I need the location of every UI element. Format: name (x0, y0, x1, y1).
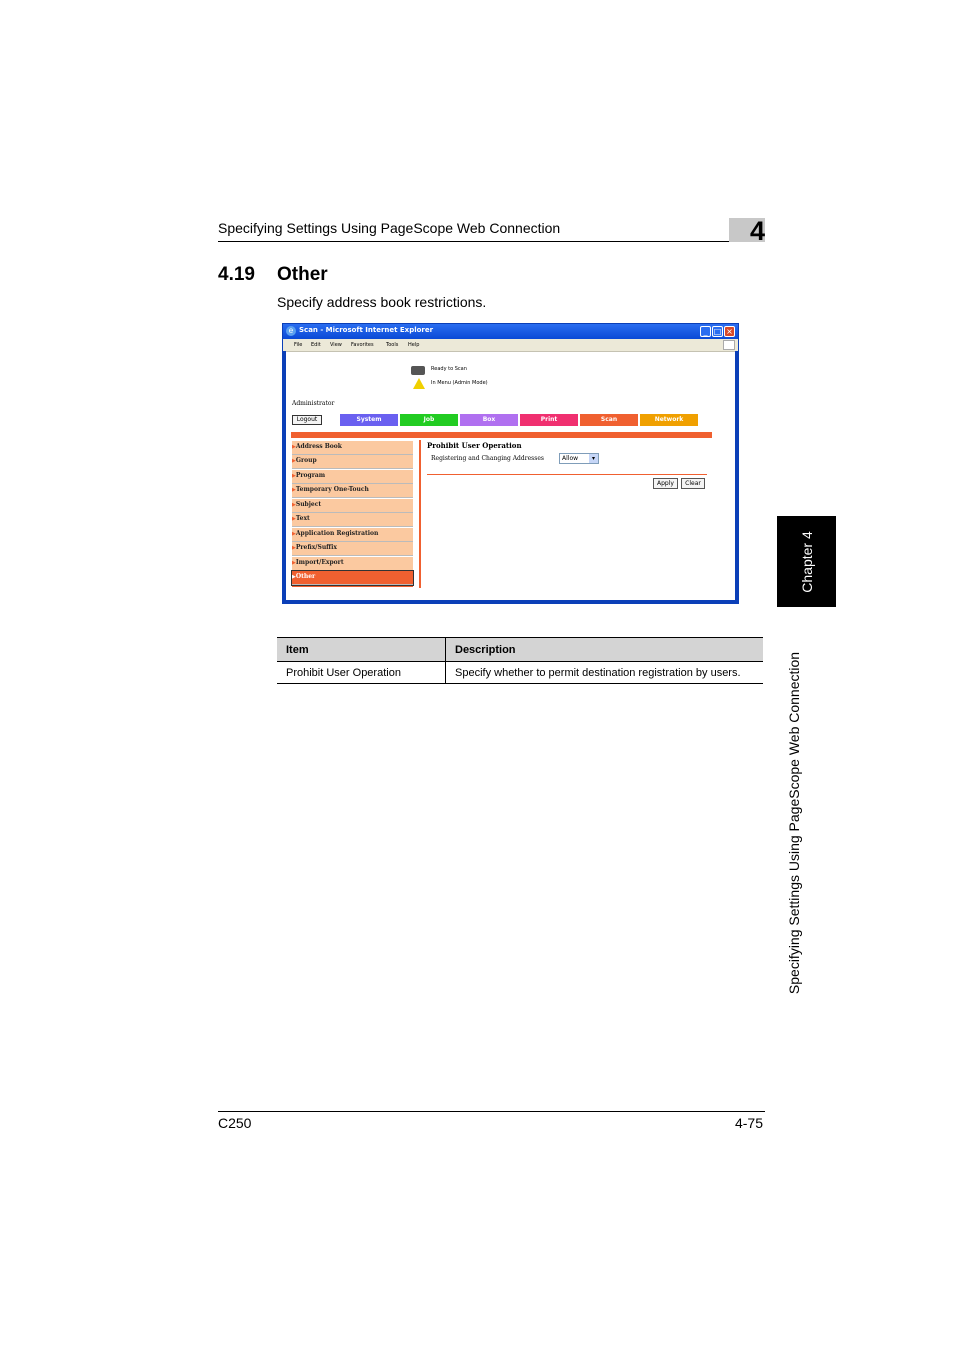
nav-divider (419, 440, 421, 588)
nav-item-temporary-one-touch[interactable] (292, 484, 413, 498)
section-title: Other (277, 264, 328, 285)
menu-favorites[interactable]: Favorites (351, 342, 374, 348)
tab-scan[interactable]: Scan (580, 414, 638, 426)
footer-page-number: 4-75 (734, 1115, 763, 1131)
footer-rule (218, 1111, 765, 1112)
nav-item-application-registration[interactable] (292, 528, 413, 542)
nav-item-address-book[interactable] (292, 441, 413, 455)
side-tab-long-label (777, 620, 811, 1025)
user-label: Administrator (292, 400, 335, 407)
menu-tools[interactable]: Tools (386, 342, 399, 348)
menu-edit[interactable]: Edit (311, 342, 321, 348)
nav-item-label: Program (295, 472, 326, 479)
nav-bottom-rule (292, 586, 413, 587)
tab-system[interactable]: System (340, 414, 398, 426)
field-label: Registering and Changing Addresses (431, 455, 544, 462)
registration-select[interactable] (559, 453, 599, 464)
nav-item-label: Application Registration (295, 530, 379, 537)
arrow-right-icon: ▶ (292, 502, 296, 508)
nav-item-subject[interactable] (292, 499, 413, 513)
footer-model: C250 (218, 1115, 252, 1131)
printer-icon (411, 366, 425, 375)
table-cell-description: Specify whether to permit destination registration by users. (446, 662, 764, 684)
window-frame-left (283, 351, 286, 604)
status-ready: Ready to Scan (431, 366, 467, 372)
nav-item-other[interactable] (292, 571, 413, 585)
side-tab-long-text: Specifying Settings Using PageScope Web Connection (786, 651, 802, 994)
tab-print[interactable]: Print (520, 414, 578, 426)
menu-view[interactable]: View (330, 342, 342, 348)
menu-help[interactable]: Help (408, 342, 420, 348)
select-value: Allow (562, 455, 579, 462)
panel-rule (427, 474, 707, 475)
arrow-right-icon: ▶ (292, 458, 296, 464)
section-heading (218, 264, 328, 286)
arrow-right-icon: ▶ (292, 444, 296, 450)
arrow-right-icon: ▶ (292, 473, 296, 479)
nav-item-prefix-suffix[interactable] (292, 542, 413, 556)
tab-network[interactable]: Network (640, 414, 698, 426)
warning-icon (413, 378, 425, 389)
logout-button[interactable]: Logout (292, 415, 322, 425)
window-titlebar (283, 324, 738, 339)
section-intro: Specify address book restrictions. (277, 294, 487, 310)
nav-item-label: Prefix/Suffix (295, 544, 337, 551)
window-frame-bottom (283, 600, 738, 603)
arrow-right-icon: ▶ (292, 516, 296, 522)
nav-item-label: Text (295, 515, 310, 522)
window-title: Scan - Microsoft Internet Explorer (299, 326, 434, 334)
arrow-right-icon: ▶ (292, 560, 296, 566)
table-cell-item: Prohibit User Operation (277, 662, 446, 684)
table-header-description: Description (446, 638, 764, 662)
table-row (277, 662, 763, 684)
nav-item-program[interactable] (292, 470, 413, 484)
panel-title: Prohibit User Operation (427, 441, 522, 450)
section-number: 4.19 (218, 264, 255, 285)
nav-item-text[interactable] (292, 513, 413, 527)
side-tab-chapter-text: Chapter 4 (798, 530, 815, 593)
description-table (277, 637, 763, 684)
side-tab-chapter-label (777, 516, 836, 607)
nav-item-label: Other (295, 573, 316, 580)
nav-item-group[interactable] (292, 455, 413, 469)
table-header-row (277, 638, 763, 662)
ie-icon: e (286, 326, 296, 336)
arrow-right-icon: ▶ (292, 574, 296, 580)
maximize-icon[interactable]: □ (713, 327, 722, 336)
arrow-right-icon: ▶ (292, 531, 296, 537)
nav-item-label: Address Book (295, 443, 342, 450)
close-icon[interactable]: × (724, 326, 735, 337)
arrow-right-icon: ▶ (292, 487, 296, 493)
menu-file[interactable]: File (294, 342, 303, 348)
header-rule (218, 241, 765, 242)
nav-item-import-export[interactable] (292, 557, 413, 571)
minimize-icon[interactable]: _ (700, 326, 711, 337)
apply-button[interactable]: Apply (653, 478, 678, 489)
browser-screenshot (282, 323, 739, 604)
section-bar (291, 432, 712, 438)
menu-bar (283, 339, 738, 352)
running-header-title: Specifying Settings Using PageScope Web Connection (218, 220, 561, 236)
nav-item-label: Group (295, 457, 317, 464)
arrow-right-icon: ▶ (292, 545, 296, 551)
chevron-down-icon: ▾ (589, 454, 598, 463)
window-frame-right (735, 351, 738, 604)
clear-button[interactable]: Clear (681, 478, 705, 489)
chapter-number: 4 (749, 216, 765, 246)
tab-job[interactable]: Job (400, 414, 458, 426)
nav-item-label: Import/Export (295, 559, 344, 566)
windows-logo-icon (723, 340, 735, 350)
nav-item-label: Temporary One-Touch (295, 486, 369, 493)
status-mode: In Menu (Admin Mode) (431, 380, 488, 386)
nav-item-label: Subject (295, 501, 322, 508)
table-header-item: Item (277, 638, 446, 662)
tab-box[interactable]: Box (460, 414, 518, 426)
